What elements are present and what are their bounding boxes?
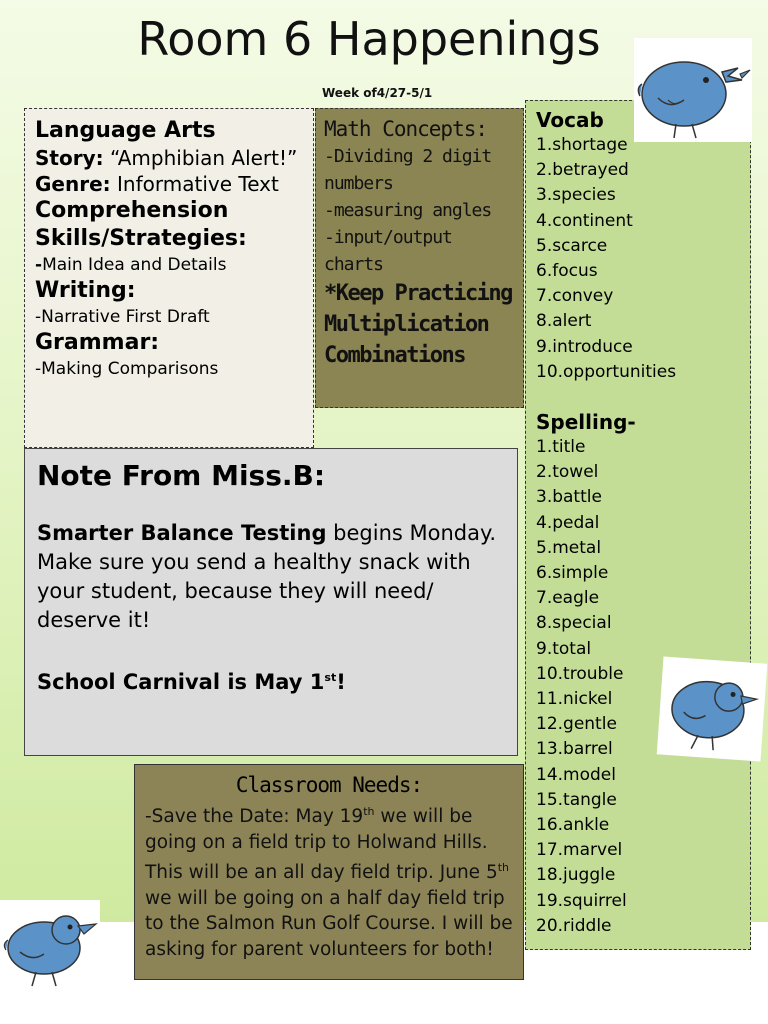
note-carnival-end: !: [336, 670, 346, 694]
note-carnival-sup: st: [324, 671, 337, 684]
vocab-item: 4.continent: [536, 210, 633, 231]
comprehension-value: Main Idea and Details: [42, 255, 227, 275]
vocab-item: 6.focus: [536, 261, 598, 282]
spelling-item: 16.ankle: [536, 815, 610, 836]
math-item: -input/output charts: [324, 227, 452, 275]
vocab-item: 9.introduce: [536, 336, 633, 357]
spelling-item: 2.towel: [536, 462, 599, 483]
spelling-item: 5.metal: [536, 537, 602, 558]
writing-label: Writing:: [35, 278, 136, 303]
vocab-item: 10.opportunities: [536, 361, 677, 382]
spelling-heading: Spelling-: [536, 410, 636, 435]
week-label: Week of4/27-5/1: [322, 86, 433, 100]
spelling-item: 15.tangle: [536, 789, 617, 810]
spelling-item: 12.gentle: [536, 714, 617, 735]
needs-text-2: we will be going on a field trip to Holwand Hills. This will be an all day field trip. June 5: [145, 806, 498, 884]
story-line: [35, 145, 303, 171]
vocab-item: 3.species: [536, 185, 616, 206]
vocab-item: 1.shortage: [536, 135, 628, 155]
comprehension-dash: -: [35, 255, 43, 275]
math-keep-practicing: *Keep Practicing Multiplication Combinations: [324, 281, 512, 368]
language-arts-heading: Language Arts: [35, 118, 216, 143]
writing-value: -Narrative First Draft: [35, 307, 210, 327]
note-carnival: [37, 663, 505, 697]
spelling-item: 7.eagle: [536, 588, 600, 609]
spelling-item: 3.battle: [536, 487, 602, 508]
spelling-item: 4.pedal: [536, 512, 600, 533]
language-arts-box: [24, 108, 314, 448]
vocab-heading: Vocab: [536, 108, 604, 132]
spelling-item: 20.riddle: [536, 915, 612, 936]
spacer: [536, 385, 740, 409]
note-carnival-text: School Carnival is May 1: [37, 670, 325, 694]
genre-label: Genre:: [35, 172, 111, 196]
spelling-item: 9.total: [536, 638, 592, 659]
spelling-item: 17.marvel: [536, 840, 623, 861]
needs-sup-1: th: [363, 805, 375, 818]
comprehension-line: [35, 253, 303, 277]
needs-text-1: -Save the Date: May 19: [145, 806, 364, 828]
story-label: Story:: [35, 146, 104, 170]
spelling-item: 18.juggle: [536, 865, 616, 886]
grammar-label: Grammar:: [35, 330, 160, 355]
spelling-item: 11.nickel: [536, 689, 613, 710]
math-item: -measuring angles: [324, 200, 492, 221]
spelling-item: 8.special: [536, 613, 612, 634]
vocab-item: 8.alert: [536, 311, 592, 332]
story-value: “Amphibian Alert!”: [103, 146, 298, 170]
spelling-item: 6.simple: [536, 563, 609, 584]
bird-icon: [634, 38, 752, 142]
needs-text-3: we will be going on a half day field trip to the Salmon Run Golf Course. I will be asking for parent volunteers for both!: [145, 887, 513, 960]
vocab-item: 5.scarce: [536, 235, 608, 256]
vocab-item: 7.convey: [536, 286, 614, 307]
grammar-value: -Making Comparisons: [35, 359, 219, 379]
spelling-item: 14.model: [536, 764, 616, 785]
page-title: Room 6 Happenings: [137, 12, 601, 66]
spelling-item: 1.title: [536, 437, 586, 458]
math-heading: Math Concepts:: [324, 117, 488, 141]
math-concepts-box: [315, 108, 524, 408]
spelling-item: 13.barrel: [536, 739, 613, 760]
genre-line: [35, 171, 303, 197]
needs-sup-2: th: [497, 861, 510, 875]
note-heading: Note From Miss.B:: [37, 459, 326, 492]
genre-value: Informative Text: [110, 172, 279, 196]
note-paragraph: [37, 519, 505, 635]
spelling-item: 10.trouble: [536, 663, 624, 684]
needs-body: [145, 799, 513, 962]
bird-icon: [657, 656, 768, 761]
spelling-item: 19.squirrel: [536, 890, 627, 911]
vocab-item: 2.betrayed: [536, 160, 629, 181]
note-testing-text: begins Monday. Make sure you send a healthy snack with your student, because they will need/ deserve it!: [37, 521, 497, 632]
note-box: [24, 448, 518, 756]
bird-icon: [0, 900, 100, 992]
needs-heading: Classroom Needs:: [235, 773, 423, 797]
math-item: -Dividing 2 digit numbers: [324, 146, 492, 194]
classroom-needs-box: [134, 764, 524, 980]
comprehension-label: Comprehension Skills/Strategies:: [35, 198, 247, 251]
note-testing-bold: Smarter Balance Testing: [37, 521, 327, 545]
vocab-spelling-box: [525, 100, 751, 950]
